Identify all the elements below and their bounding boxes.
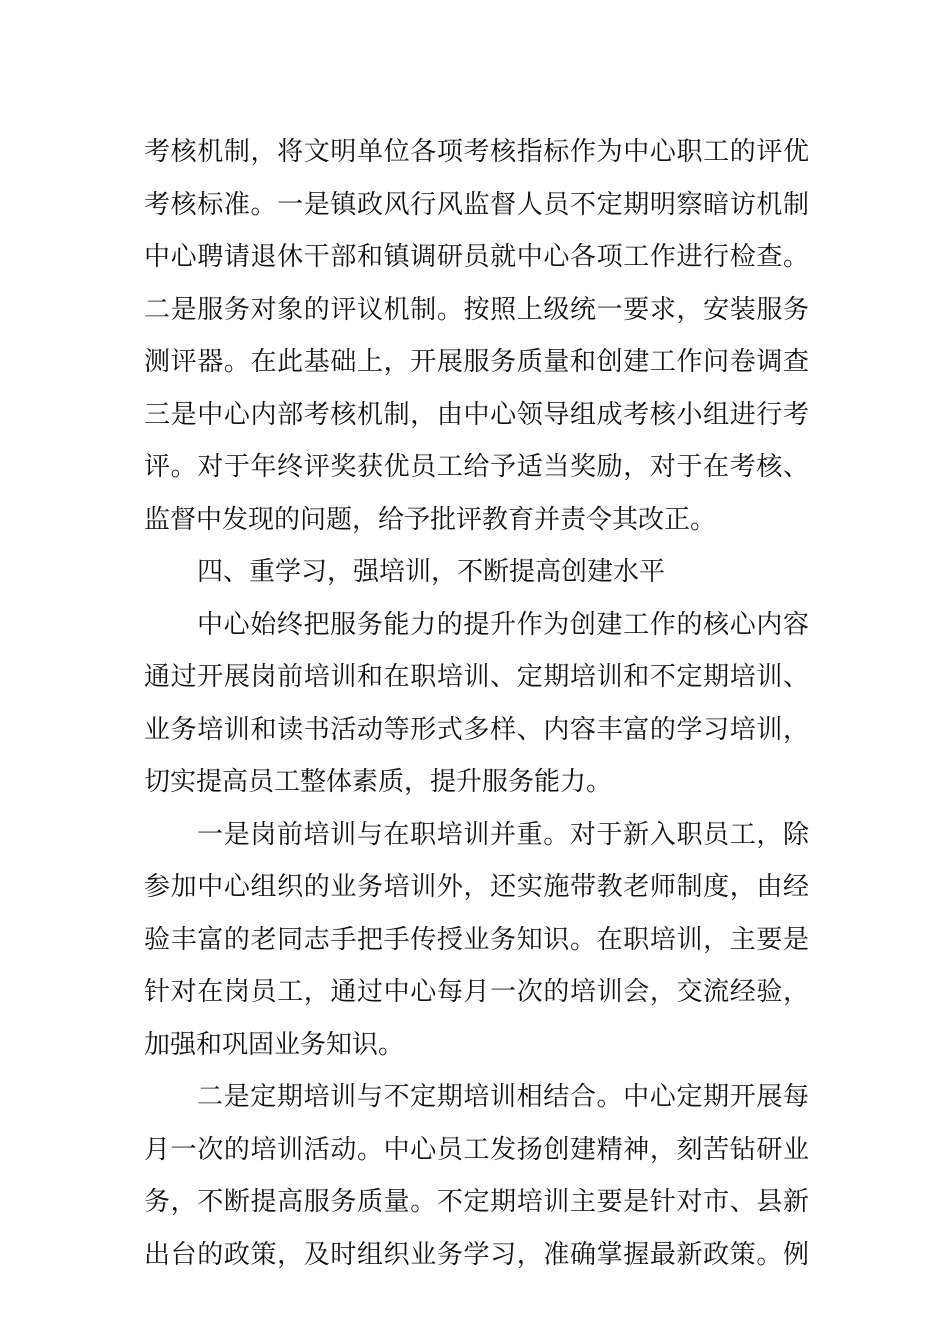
text-line: 一是岗前培训与在职培训并重。对于新入职员工，除: [197, 819, 809, 850]
paragraph-pre-job-training: [144, 809, 809, 1072]
text-line: 考核机制，将文明单位各项考核指标作为中心职工的评优: [144, 137, 809, 167]
text-line: 出台的政策，及时组织业务学习，准确掌握最新政策。例: [144, 1239, 809, 1270]
section-heading-text: 四、重学习，强培训，不断提高创建水平: [197, 557, 666, 587]
section-heading-four: [144, 546, 809, 599]
paragraph-assessment-mechanism: [144, 126, 809, 546]
text-line: 业务培训和读书活动等形式多样、内容丰富的学习培训，: [144, 714, 809, 745]
paragraph-periodic-training: [144, 1071, 809, 1281]
text-line: 务，不断提高服务质量。不定期培训主要是针对市、县新: [144, 1187, 809, 1217]
text-line: 三是中心内部考核机制，由中心领导组成考核小组进行考: [144, 399, 809, 430]
text-line: 监督中发现的问题，给予批评教育并责令其改正。: [144, 504, 717, 535]
paragraph-service-capability: [144, 599, 809, 809]
text-line: 针对在岗员工，通过中心每月一次的培训会，交流经验，: [144, 977, 809, 1007]
text-line: 加强和巩固业务知识。: [144, 1029, 405, 1060]
text-line: 中心始终把服务能力的提升作为创建工作的核心内容: [197, 609, 809, 640]
document-page: [144, 126, 809, 1281]
text-line: 二是服务对象的评议机制。按照上级统一要求，安装服务: [144, 294, 809, 325]
text-line: 测评器。在此基础上，开展服务质量和创建工作问卷调查: [144, 347, 809, 377]
text-line: 验丰富的老同志手把手传授业务知识。在职培训，主要是: [144, 924, 809, 955]
text-line: 考核标准。一是镇政风行风监督人员不定期明察暗访机制: [144, 189, 809, 220]
text-line: 二是定期培训与不定期培训相结合。中心定期开展每: [197, 1082, 809, 1112]
text-line: 评。对于年终评奖获优员工给予适当奖励，对于在考核、: [144, 452, 809, 482]
text-line: 参加中心组织的业务培训外，还实施带教老师制度，由经: [144, 872, 809, 902]
text-line: 切实提高员工整体素质，提升服务能力。: [144, 767, 613, 797]
text-line: 通过开展岗前培训和在职培训、定期培训和不定期培训、: [144, 662, 809, 692]
text-line: 中心聘请退休干部和镇调研员就中心各项工作进行检查。: [144, 242, 809, 272]
text-line: 月一次的培训活动。中心员工发扬创建精神，刻苦钻研业: [144, 1134, 809, 1165]
